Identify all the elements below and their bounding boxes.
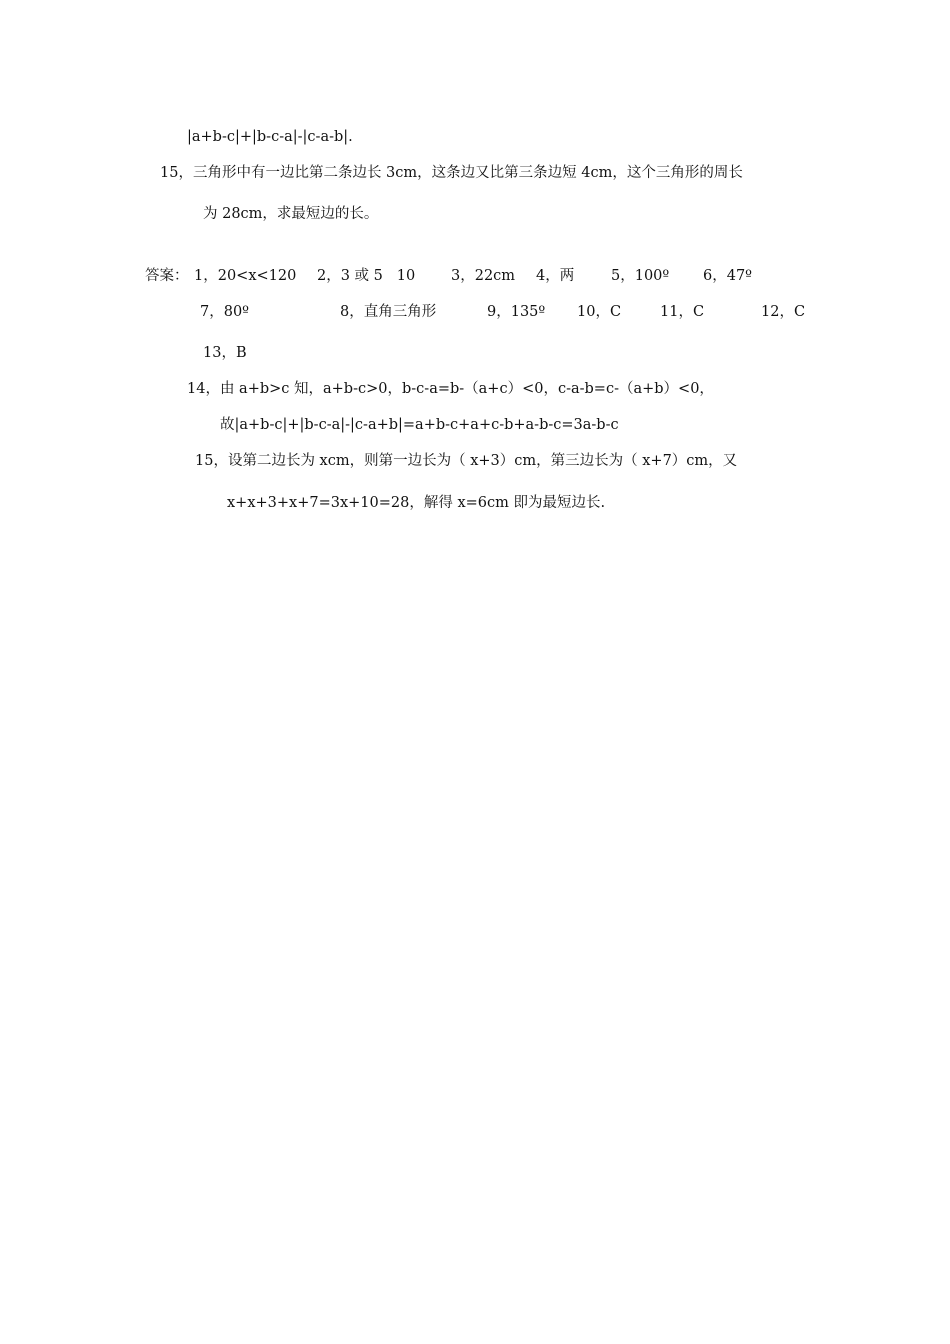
answers-row-1 [145,266,825,286]
answer-9: 9，135º [487,304,546,320]
answer-13: 13，B [203,345,247,361]
answer-11: 11，C [660,304,705,320]
answer-15-line-2: x+x+3+x+7=3x+10=28，解得 x=6cm 即为最短边长. [227,495,606,511]
answer-6: 6，47º [703,268,752,284]
answer-14-line-2: 故|a+b-c|+|b-c-a|-|c-a+b|=a+b-c+a+c-b+a-b-c=3a-b-c [220,417,619,433]
answer-2: 2，3 或 5 10 [317,268,416,284]
answer-10: 10，C [577,304,622,320]
question-15-line-2: 为 28cm，求最短边的长。 [203,206,379,222]
question-14-tail: |a+b-c|+|b-c-a|-|c-a-b|. [187,129,353,145]
answer-12: 12，C [761,304,806,320]
answer-8: 8，直角三角形 [340,304,437,320]
answer-3: 3，22cm [451,268,516,284]
question-15-line-1: 15，三角形中有一边比第二条边长 3cm，这条边又比第三条边短 4cm，这个三角形的周长 [160,165,743,181]
answer-1: 1，20<x<120 [194,268,297,284]
answer-15-line-1: 15，设第二边长为 xcm，则第一边长为（ x+3）cm，第三边长为（ x+7）cm，又 [195,453,738,469]
answer-7: 7，80º [200,304,249,320]
answers-row-2 [200,302,820,322]
answer-14-line-1: 14，由 a+b>c 知，a+b-c>0，b-c-a=b-（a+c）<0，c-a-b=c-（a+b）<0， [187,381,714,397]
answer-4: 4，两 [536,268,575,284]
answers-heading: 答案： [145,268,189,284]
answer-5: 5，100º [611,268,670,284]
